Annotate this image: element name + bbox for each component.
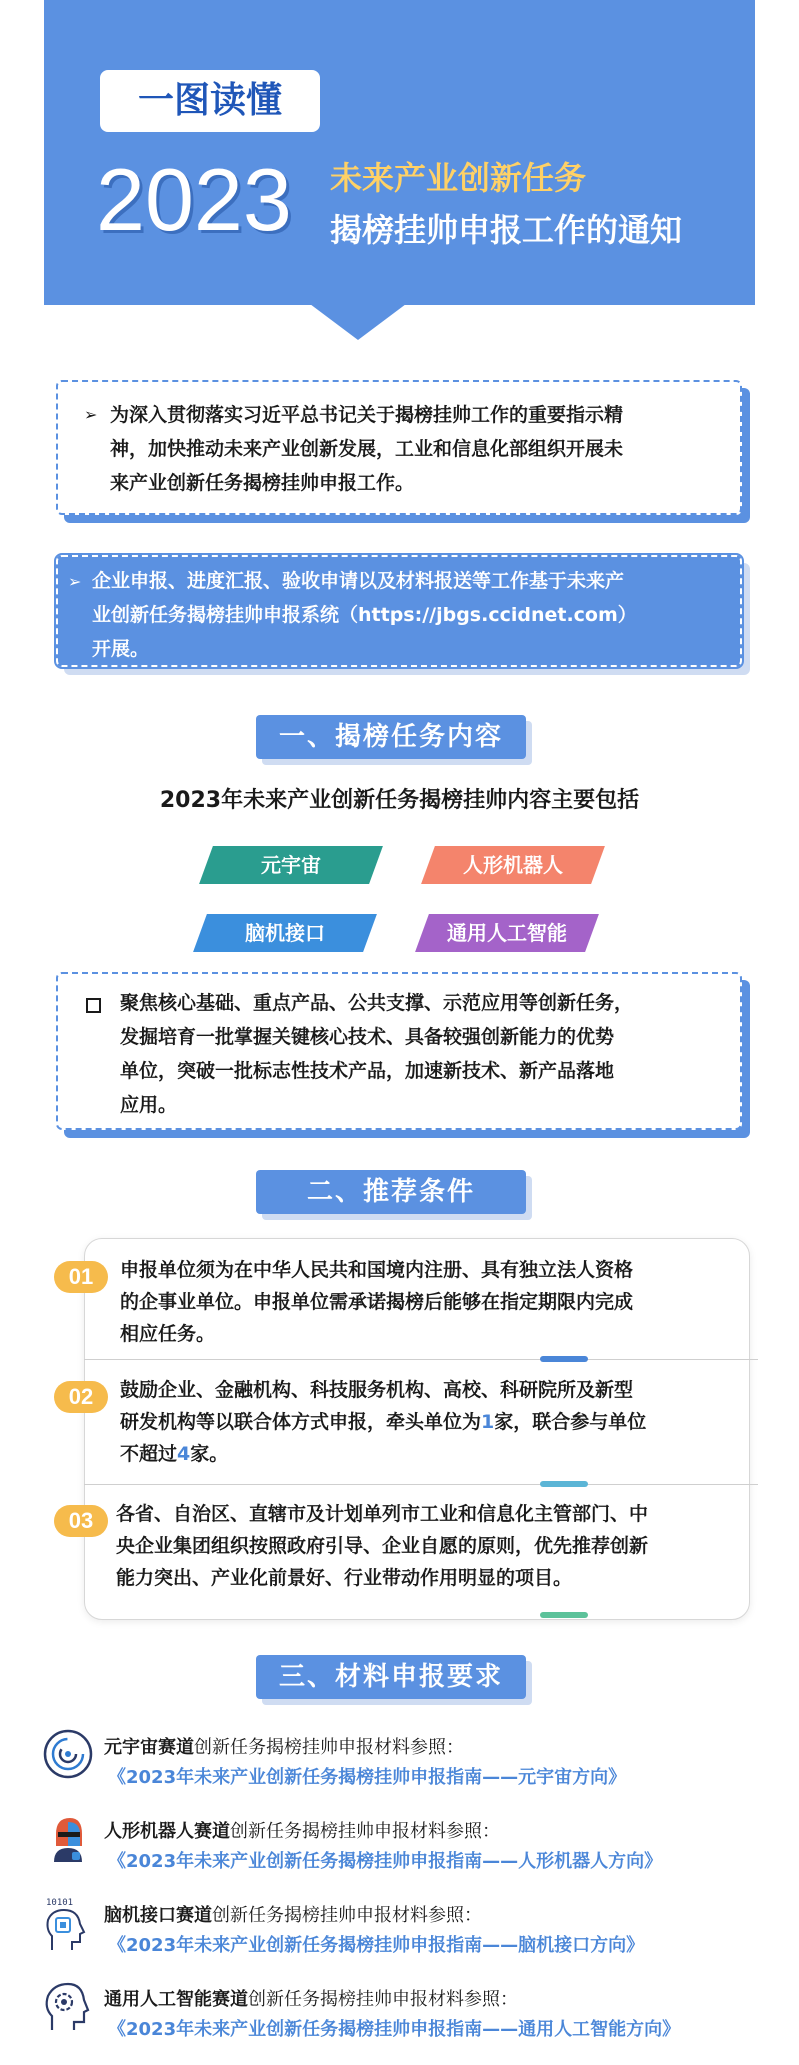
accent-bar: [540, 1356, 588, 1362]
arrow-bullet-icon: ➢: [84, 405, 98, 424]
intro-para-2-line1: 企业申报、进度汇报、验收申请以及材料报送等工作基于未来产: [92, 570, 625, 592]
accent-bar: [540, 1481, 588, 1487]
section-1-desc-line2: 发掘培育一批掌握关键核心技术、具备较强创新能力的优势: [120, 1026, 615, 1048]
material-4-guide: 《2023年未来产业创新任务揭榜挂帅申报指南——通用人工智能方向》: [108, 2019, 681, 2040]
condition-3-line3: 能力突出、产业化前景好、行业带动作用明显的项目。: [116, 1567, 573, 1589]
section-2-title: 二、推荐条件: [256, 1170, 526, 1214]
material-3-guide: 《2023年未来产业创新任务揭榜挂帅申报指南——脑机接口方向》: [108, 1935, 645, 1956]
number-badge-01: 01: [54, 1261, 108, 1293]
banner-arrow: [310, 304, 406, 340]
condition-2-line1: 鼓励企业、金融机构、科技服务机构、高校、科研院所及新型: [120, 1379, 634, 1401]
material-4-title: 通用人工智能赛道创新任务揭榜挂帅申报材料参照：: [104, 1989, 518, 2010]
section-1-subhead: 2023年未来产业创新任务揭榜挂帅内容主要包括: [159, 788, 640, 813]
header-tag: 一图读懂: [100, 70, 320, 132]
intro-para-2-line3: 开展。: [92, 638, 150, 660]
condition-3-line2: 央企业集团组织按照政府引导、企业自愿的原则，优先推荐创新: [116, 1535, 649, 1557]
condition-1-line3: 相应任务。: [120, 1323, 216, 1345]
condition-1-line1: 申报单位须为在中华人民共和国境内注册、具有独立法人资格: [120, 1259, 634, 1281]
condition-3-line1: 各省、自治区、直辖市及计划单列市工业和信息化主管部门、中: [116, 1503, 649, 1525]
condition-1-line2: 的企事业单位。申报单位需承诺揭榜后能够在指定期限内完成: [120, 1291, 634, 1313]
number-badge-02: 02: [54, 1381, 108, 1413]
header-year: 2023: [96, 150, 292, 249]
intro-para-2-line2: 业创新任务揭榜挂帅申报系统（https://jbgs.ccidnet.com）: [92, 604, 637, 626]
material-2-guide: 《2023年未来产业创新任务揭榜挂帅申报指南——人形机器人方向》: [108, 1851, 663, 1872]
arrow-bullet-icon: ➢: [68, 572, 82, 591]
section-1-desc-line1: 聚焦核心基础、重点产品、公共支撑、示范应用等创新任务，: [120, 992, 634, 1014]
square-bullet-icon: [86, 998, 101, 1013]
robot-head-icon: [42, 1812, 94, 1864]
intro-para-1-line2: 神，加快推动未来产业创新发展，工业和信息化部组织开展未: [110, 438, 624, 460]
section-1-desc-line3: 单位，突破一批标志性技术产品，加速新技术、新产品落地: [120, 1060, 615, 1082]
section-3-title: 三、材料申报要求: [256, 1655, 526, 1699]
tag-humanoid-robot: 人形机器人: [421, 846, 605, 884]
tag-general-ai: 通用人工智能: [415, 914, 599, 952]
material-2-title: 人形机器人赛道创新任务揭榜挂帅申报材料参照：: [104, 1821, 500, 1842]
accent-bar: [540, 1612, 588, 1618]
section-1-desc-line4: 应用。: [120, 1094, 178, 1116]
condition-2-line3: 不超过4家。: [120, 1443, 229, 1465]
material-1-guide: 《2023年未来产业创新任务揭榜挂帅申报指南——元宇宙方向》: [108, 1767, 627, 1788]
tag-brain-computer-interface: 脑机接口: [193, 914, 377, 952]
spiral-icon: [42, 1728, 94, 1780]
header-title-line1: 未来产业创新任务: [330, 159, 587, 197]
material-3-title: 脑机接口赛道创新任务揭榜挂帅申报材料参照：: [104, 1905, 482, 1926]
svg-text:10101: 10101: [46, 1898, 74, 1908]
tag-metaverse: 元宇宙: [199, 846, 383, 884]
number-badge-03: 03: [54, 1505, 108, 1537]
header-title-line2: 揭榜挂帅申报工作的通知: [330, 211, 683, 249]
intro-para-1-line1: 为深入贯彻落实习近平总书记关于揭榜挂帅工作的重要指示精: [110, 404, 624, 426]
brain-chip-icon: [42, 1896, 98, 1952]
section-1-title: 一、揭榜任务内容: [256, 715, 526, 759]
intro-para-1-line3: 来产业创新任务揭榜挂帅申报工作。: [110, 472, 415, 494]
ai-head-icon: [42, 1980, 94, 2032]
material-1-title: 元宇宙赛道创新任务揭榜挂帅申报材料参照：: [104, 1737, 464, 1758]
condition-2-line2: 研发机构等以联合体方式申报，牵头单位为1家，联合参与单位: [120, 1411, 647, 1433]
divider: [84, 1359, 758, 1360]
divider: [84, 1484, 758, 1485]
